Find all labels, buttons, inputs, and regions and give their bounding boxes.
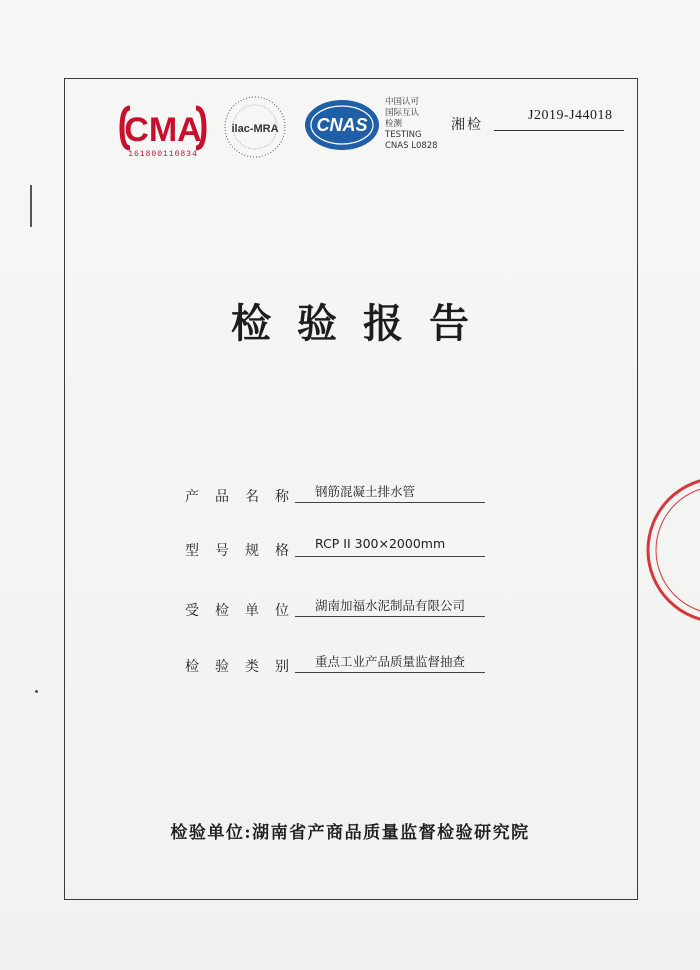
field-value: 重点工业产品质量监督抽查	[315, 654, 466, 669]
field-label-char: 名	[245, 489, 259, 505]
field-label-char: 格	[275, 543, 289, 559]
field-row-model-spec	[185, 536, 505, 562]
field-label-char: 产	[185, 489, 199, 505]
field-label	[185, 600, 289, 620]
field-label-char: 检	[215, 603, 229, 619]
field-underline	[295, 502, 485, 503]
field-underline	[295, 556, 485, 557]
field-label-char: 类	[245, 659, 259, 675]
cnas-logo-text: CNAS	[316, 115, 368, 135]
cnas-info-line: 国际互认	[385, 108, 420, 118]
field-label	[185, 540, 289, 560]
cnas-info-line: CNAS L0828	[385, 141, 438, 151]
red-stamp-icon	[640, 470, 700, 630]
field-label-char: 号	[215, 543, 229, 559]
field-value: 湖南加福水泥制品有限公司	[315, 598, 466, 613]
report-number-label: 湘检	[451, 117, 483, 133]
field-label	[185, 486, 289, 506]
field-row-inspected-unit	[185, 596, 505, 622]
ilac-mra-logo-icon	[222, 94, 288, 160]
field-row-inspection-type	[185, 652, 505, 678]
cnas-info-line: 中国认可	[385, 97, 420, 107]
report-number: J2019-J44018	[528, 108, 613, 123]
report-number-underline	[494, 130, 624, 131]
field-label-char: 别	[275, 659, 289, 675]
field-label-char: 品	[215, 489, 229, 505]
field-label-char: 型	[185, 543, 199, 559]
issuing-institution: 检验单位:湖南省产商品质量监督检验研究院	[170, 823, 530, 843]
field-label-char: 验	[215, 659, 229, 675]
field-label-char: 单	[245, 603, 259, 619]
field-label-char: 受	[185, 603, 199, 619]
scan-mark	[35, 690, 38, 693]
field-label-char: 位	[275, 603, 289, 619]
cnas-logo-icon	[303, 98, 381, 152]
field-label-char: 检	[185, 659, 199, 675]
field-label-char: 称	[275, 489, 289, 505]
ilac-logo-text: ilac-MRA	[231, 123, 279, 135]
field-value: 钢筋混凝土排水管	[315, 484, 416, 499]
cnas-accreditation-text	[385, 97, 445, 152]
field-value: RCP II 300×2000mm	[315, 536, 446, 551]
field-row-product-name	[185, 482, 505, 508]
field-label-char: 规	[245, 543, 259, 559]
cma-logo-text: CMA	[124, 111, 202, 149]
field-label	[185, 656, 289, 676]
cnas-info-line: 检测	[385, 119, 403, 129]
cnas-info-line: TESTING	[385, 130, 422, 140]
cma-code: 161800110834	[128, 150, 198, 159]
field-underline	[295, 672, 485, 673]
report-title: 检验报告	[231, 300, 495, 347]
scan-mark	[30, 185, 32, 227]
field-underline	[295, 616, 485, 617]
